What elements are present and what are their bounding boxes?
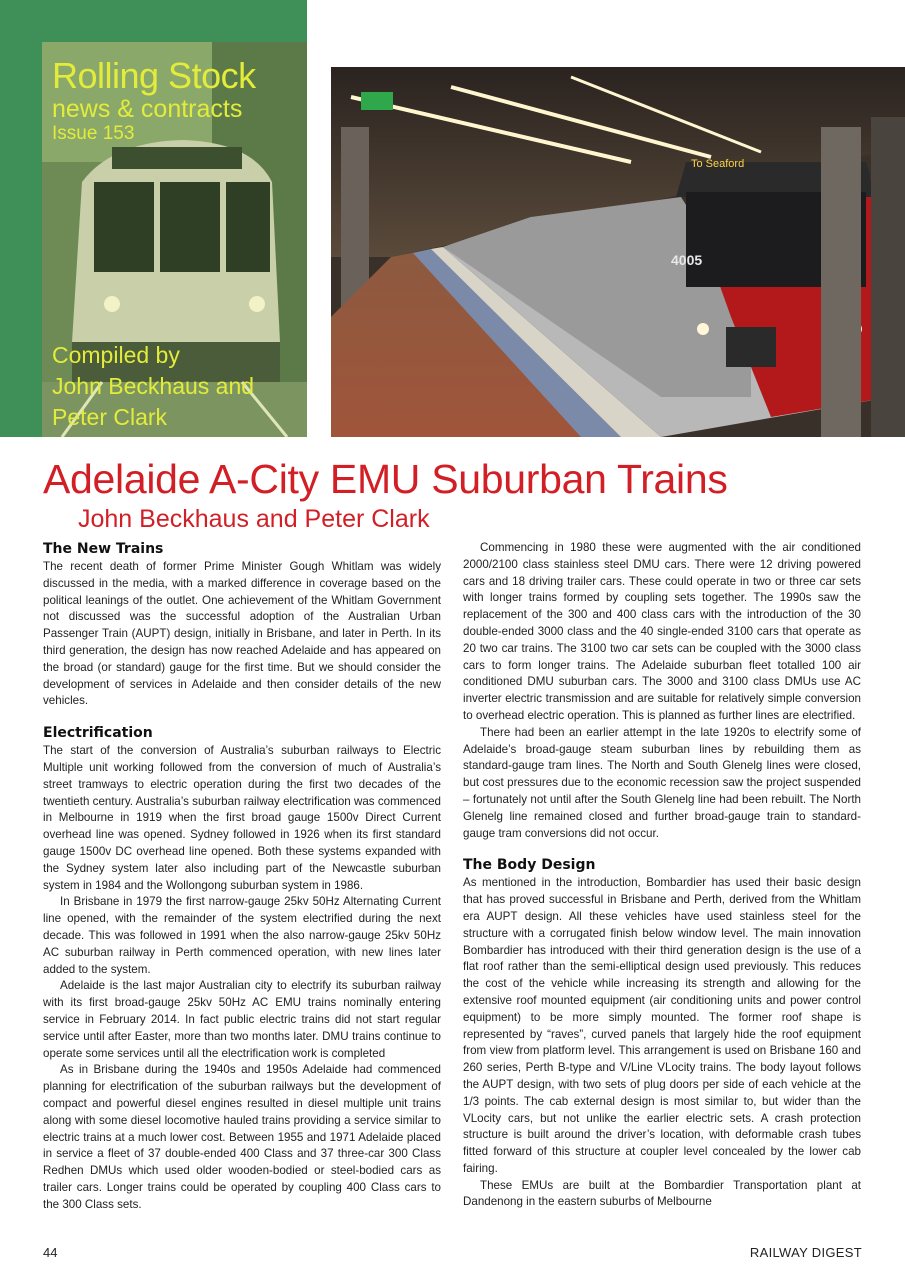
- unit-number-text: 4005: [671, 252, 703, 268]
- right-column: [463, 540, 861, 1211]
- main-train-photo: [331, 67, 905, 437]
- compiled-line: Peter Clark: [52, 404, 168, 431]
- page-number: 44: [43, 1245, 58, 1260]
- section-header-panel: [0, 0, 307, 437]
- paragraph: As in Brisbane during the 1940s and 1950s Adelaide had commenced planning for electrification of the suburban railways but the development of compact and powerful diesel engines resulted in diesel multiple unit trains along with some diesel locomotive hauled trains providing a service similar to electric trains at a much lower cost. Between 1955 and 1971 Adelaide placed in service a fleet of 37 double-ended 400 Class and 37 three-car 300 Class Redhen DMUs which used older wooden-bodied or steel-bodied cars as trailer cars. Longer trains could be operated by coupling 400 Class cars to the 300 Class sets.: [43, 1063, 441, 1211]
- publication-name: RAILWAY DIGEST: [749, 1245, 862, 1260]
- paragraph: The recent death of former Prime Minister Gough Whitlam was widely discussed in the media, with a marked difference in coverage based on the political leanings of the outlet. One achievement of the Whitlam Government not discussed was the successful adoption of the Australian Urban Passenger Train (AUPT) design, initially in Brisbane, and later in Perth. In its third generation, the design has now reached Adelaide and has appeared on the broad (or standard) gauge for the first time. But we should consider the development of services in Adelaide and then consider details of the new vehicles.: [43, 560, 441, 708]
- paragraph: Adelaide is the last major Australian city to electrify its suburban railway with its first broad-gauge 25kv 50Hz AC EMU trains nominally entering service in February 2014. In fact public electric trains did not start regular service until after Easter, more than two months later. DMU trains continue to operate some services until all the electrification work is completed: [43, 979, 441, 1060]
- article-title: Adelaide A-City EMU Suburban Trains: [43, 456, 728, 502]
- heading-body-design: The Body Design: [463, 857, 596, 874]
- paragraph: These EMUs are built at the Bombardier Transportation plant at Dandenong in the eastern suburbs of Melbourne: [463, 1178, 861, 1209]
- section-title: Rolling Stock: [52, 55, 256, 96]
- destination-sign-text: To Seaford: [691, 158, 745, 170]
- left-column: [43, 540, 441, 1213]
- compiled-line: John Beckhaus and: [52, 373, 255, 400]
- article-byline: John Beckhaus and Peter Clark: [78, 505, 430, 533]
- paragraph: Commencing in 1980 these were augmented with the air conditioned 2000/2100 class stainless steel DMU cars. There were 12 driving powered cars and 18 driving trailer cars. These could operate in two or three car sets with longer trains formed by coupling sets together. The 1990s saw the replacement of the 300 and 400 class cars with the introduction of the 30 double-ended 3000 class and the 40 single-ended 3100 cars that operate as 20 two car trains. The 3100 two car sets can be coupled with the 3000 class cars to form longer trains. The Adelaide suburban fleet totalled 100 air conditioned DMU suburban cars. The 3000 and 3100 class DMUs use AC inverter electric transmission and are suitable for relatively simple conversion to overhead electric operation. This is planned as further lines are electrified.: [463, 541, 861, 722]
- paragraph: The start of the conversion of Australia’s suburban railways to Electric Multiple unit working followed from the conversion of much of Australia’s street tramways to electric operation during the first two decades of the twentieth century. Australia’s suburban railway electrification was commenced in Melbourne in 1919 when the first broad gauge 1500v Direct Current overhead line was opened. Sydney followed in 1926 when its first standard gauge 1500v DC overhead line opened. Both these systems expanded with the Sydney system later also including part of the Newcastle suburban system in 1984 and the Wollongong suburban system in 1986.: [43, 744, 441, 892]
- section-title-block: [52, 55, 302, 144]
- compiled-by: [52, 340, 302, 433]
- heading-electrification: Electrification: [43, 725, 153, 742]
- paragraph: As mentioned in the introduction, Bombardier has used their basic design that has proved successful in Brisbane and Perth, derived from the Whitlam era AUPT design. All these vehicles have used stainless steel for the structure with a corrugated finish below window level. The main innovation Bombardier has introduced with their third generation design is the use of a flat roof rather than the semi-elliptical design used previously. This reduces the cost of the vehicle while increasing its strength and allowing for the extensive roof mounted equipment (air conditioning units and power control equipment) to be more simply mounted. The former roof shape is represented by “raves”, curved panels that largely hide the roof equipment from view from platform level. This arrangement is used on Brisbane 160 and 260 series, Perth B-type and V/Line VLocity trains. The body layout follows the AUPT design, with two sets of plug doors per side of each vehicle at the 1/3 points. The cab external design is most similar to, but wider than the VLocity cars, but not unlike the earlier electric sets. A crash protection structure is built around the driver’s location, with deformable crash tubes fitted forward of this structure at coupler level concealed by the lower cab fairing.: [463, 876, 861, 1175]
- paragraph: In Brisbane in 1979 the first narrow-gauge 25kv 50Hz Alternating Current line opened, with the remainder of the system electrified during the next decade. This was followed in 1991 when the also narrow-gauge 25kv 50Hz AC suburban railway in Perth commenced operation, with new lines later added to the system.: [43, 895, 441, 976]
- section-subtitle: news & contracts: [52, 95, 243, 123]
- paragraph: There had been an earlier attempt in the late 1920s to electrify some of Adelaide’s broad-gauge steam suburban lines by rebuilding them as standard-gauge tram lines. The North and South Glenelg lines were closed, but cost pressures due to the economic recession saw the project suspended – fortunately not until after the South Glenelg line had been rebuilt. The North Glenelg line remained closed and further broad-gauge train to standard-gauge tram conversions did not occur.: [463, 725, 861, 840]
- compiled-line: Compiled by: [52, 342, 180, 368]
- heading-new-trains: The New Trains: [43, 541, 164, 557]
- issue-number: Issue 153: [52, 122, 135, 144]
